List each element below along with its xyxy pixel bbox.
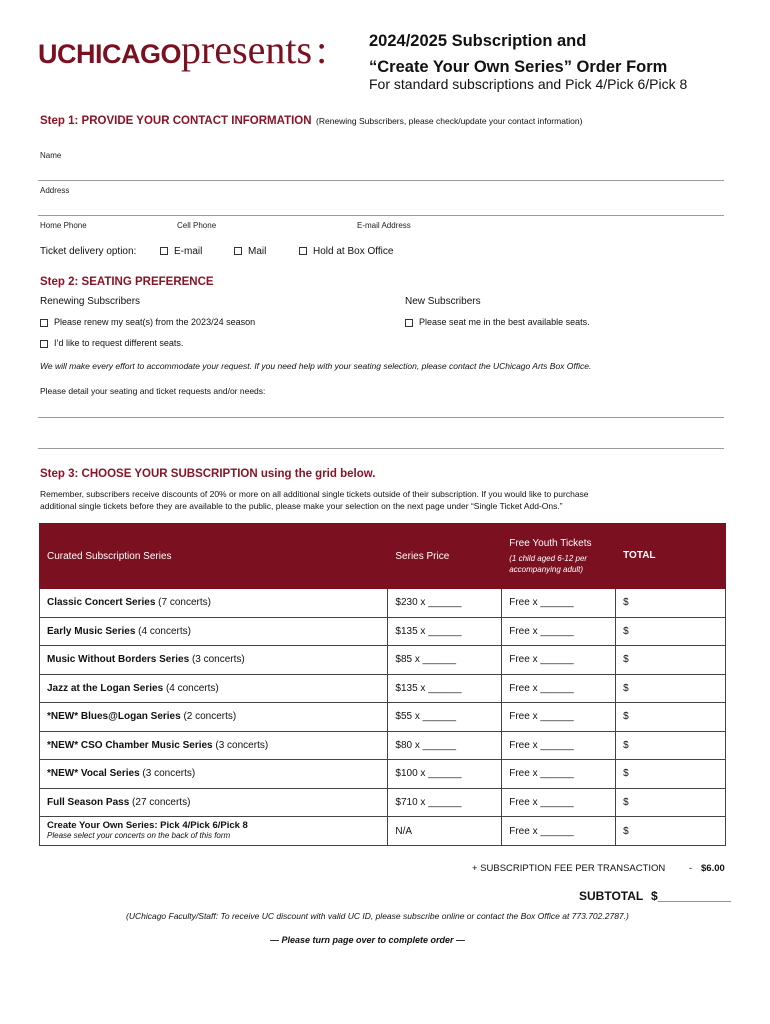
title-line1: 2024/2025 Subscription and <box>369 32 587 50</box>
table-row <box>40 617 726 646</box>
table-row <box>40 703 726 732</box>
detail-line-1[interactable] <box>38 417 724 418</box>
table-row-cyo <box>40 817 726 846</box>
series-youth[interactable]: Free x ______ <box>502 674 616 703</box>
series-cell <box>40 788 388 817</box>
series-cell <box>40 646 388 675</box>
step3-reminder: Remember, subscribers receive discounts of 20% or more on all additional single tickets outside of their subscription. If you would like to purchase additional single tickets before they are available to the public, please make your selection on the next page under “Single Ticket Add-Ons.” <box>40 489 589 511</box>
subtotal-value[interactable]: $___________ <box>651 889 732 903</box>
cell-phone-label: Cell Phone <box>177 221 217 230</box>
table-row <box>40 646 726 675</box>
series-total[interactable]: $ <box>616 646 726 675</box>
series-cell <box>40 703 388 732</box>
logo <box>38 26 327 73</box>
series-cell <box>40 674 388 703</box>
step2-heading: Step 2: SEATING PREFERENCE <box>40 276 214 288</box>
series-total[interactable]: $ <box>616 760 726 789</box>
subscription-table <box>39 523 726 846</box>
checkbox-hold[interactable] <box>299 247 307 255</box>
name-label: Name <box>40 151 62 160</box>
delivery-option-hold[interactable]: Hold at Box Office <box>299 246 393 257</box>
col-price: Series Price <box>388 524 502 589</box>
turn-page-note: — Please turn page over to complete order — <box>270 935 466 945</box>
cyo-name: Create Your Own Series: Pick 4/Pick 6/Pick 8 <box>47 820 248 831</box>
series-price[interactable]: $85 x ______ <box>388 646 502 675</box>
series-youth[interactable]: Free x ______ <box>502 646 616 675</box>
series-name: *NEW* Vocal Series <box>47 768 140 780</box>
new-option[interactable]: Please seat me in the best available seats. <box>405 317 590 327</box>
series-count: (4 concerts) <box>138 625 191 637</box>
cyo-note: Please select your concerts on the back of this form <box>47 831 231 840</box>
series-name: Jazz at the Logan Series <box>47 682 164 694</box>
series-total[interactable]: $ <box>616 674 726 703</box>
series-youth[interactable]: Free x ______ <box>502 760 616 789</box>
series-youth[interactable]: Free x ______ <box>502 589 616 618</box>
table-row <box>40 674 726 703</box>
subtotal-label: SUBTOTAL <box>579 889 644 903</box>
new-label: New Subscribers <box>405 296 481 307</box>
detail-label: Please detail your seating and ticket requests and/or needs: <box>40 386 266 396</box>
address-field[interactable] <box>38 215 724 216</box>
col-series: Curated Subscription Series <box>40 524 388 589</box>
series-name: Classic Concert Series <box>47 597 156 609</box>
series-price[interactable]: $100 x ______ <box>388 760 502 789</box>
table-row <box>40 731 726 760</box>
checkbox-request[interactable] <box>40 340 48 348</box>
step1-heading-row <box>40 111 582 129</box>
home-phone-label: Home Phone <box>40 221 87 230</box>
address-label: Address <box>40 186 70 195</box>
series-youth[interactable]: Free x ______ <box>502 703 616 732</box>
series-count: (4 concerts) <box>165 682 219 694</box>
logo-presents: presents <box>181 27 313 72</box>
table-row <box>40 788 726 817</box>
cyo-total[interactable]: $ <box>616 817 726 846</box>
checkbox-renew[interactable] <box>40 319 48 327</box>
detail-line-2[interactable] <box>38 448 724 449</box>
renew-option[interactable]: Please renew my seat(s) from the 2023/24 season <box>40 317 255 327</box>
series-name: Full Season Pass <box>47 796 130 808</box>
series-name: Music Without Borders Series <box>47 654 190 666</box>
series-total[interactable]: $ <box>616 703 726 732</box>
table-row <box>40 589 726 618</box>
series-price[interactable]: $710 x ______ <box>388 788 502 817</box>
step3-heading: Step 3: CHOOSE YOUR SUBSCRIPTION using the grid below. <box>40 468 376 480</box>
series-count: (3 concerts) <box>191 654 245 666</box>
name-field[interactable] <box>38 180 724 181</box>
fee-dash: - <box>689 863 693 874</box>
delivery-label: Ticket delivery option: <box>40 246 137 257</box>
series-cell <box>40 760 388 789</box>
effort-note: We will make every effort to accommodate your request. If you need help with your seating selection, please contact the UChicago Arts Box Office. <box>40 361 592 371</box>
series-total[interactable]: $ <box>616 731 726 760</box>
fee-label: + SUBSCRIPTION FEE PER TRANSACTION <box>472 863 666 874</box>
checkbox-email[interactable] <box>160 247 168 255</box>
series-count: (27 concerts) <box>132 796 191 808</box>
series-name: *NEW* CSO Chamber Music Series <box>47 739 213 751</box>
checkbox-mail[interactable] <box>234 247 242 255</box>
col-youth: Free Youth Tickets (1 child aged 6-12 per accompanying adult) <box>502 524 616 589</box>
series-count: (7 concerts) <box>158 597 211 609</box>
series-total[interactable]: $ <box>616 788 726 817</box>
step1-heading: Step 1: PROVIDE YOUR CONTACT INFORMATION <box>40 115 312 127</box>
series-total[interactable]: $ <box>616 617 726 646</box>
cyo-youth[interactable]: Free x ______ <box>502 817 616 846</box>
page-title <box>369 28 667 80</box>
table-row <box>40 760 726 789</box>
series-price[interactable]: $80 x ______ <box>388 731 502 760</box>
series-cell <box>40 617 388 646</box>
series-cell <box>40 589 388 618</box>
series-price[interactable]: $230 x ______ <box>388 589 502 618</box>
title-line2: “Create Your Own Series” Order Form <box>369 58 668 76</box>
series-count: (3 concerts) <box>215 739 269 751</box>
step1-note: (Renewing Subscribers, please check/update your contact information) <box>316 116 583 126</box>
series-total[interactable]: $ <box>616 589 726 618</box>
fee-value: $6.00 <box>701 863 725 874</box>
checkbox-best-seats[interactable] <box>405 319 413 327</box>
table-header-row <box>40 524 726 589</box>
series-name: Early Music Series <box>47 625 136 637</box>
logo-uchicago: UCHICAGO <box>38 39 181 69</box>
email-label: E-mail Address <box>357 221 411 230</box>
series-cell <box>40 731 388 760</box>
delivery-option-email[interactable]: E-mail <box>160 246 202 257</box>
renewing-label: Renewing Subscribers <box>40 296 141 307</box>
page-subtitle: For standard subscriptions and Pick 4/Pick 6/Pick 8 <box>369 76 688 92</box>
series-count: (3 concerts) <box>142 768 196 780</box>
col-total: TOTAL <box>616 524 726 589</box>
series-price[interactable]: $135 x ______ <box>388 674 502 703</box>
faculty-note: (UChicago Faculty/Staff: To receive UC discount with valid UC ID, please subscribe online or contact the Box Office at 773.702.2787.) <box>126 911 629 921</box>
series-youth[interactable]: Free x ______ <box>502 788 616 817</box>
logo-colon: : <box>316 27 328 72</box>
series-price[interactable]: $55 x ______ <box>388 703 502 732</box>
cyo-price: N/A <box>388 817 502 846</box>
request-option[interactable]: I’d like to request different seats. <box>40 338 183 348</box>
series-price[interactable]: $135 x ______ <box>388 617 502 646</box>
series-youth[interactable]: Free x ______ <box>502 617 616 646</box>
series-name: *NEW* Blues@Logan Series <box>47 711 181 723</box>
series-count: (2 concerts) <box>183 711 237 723</box>
series-youth[interactable]: Free x ______ <box>502 731 616 760</box>
delivery-option-mail[interactable]: Mail <box>234 246 266 257</box>
